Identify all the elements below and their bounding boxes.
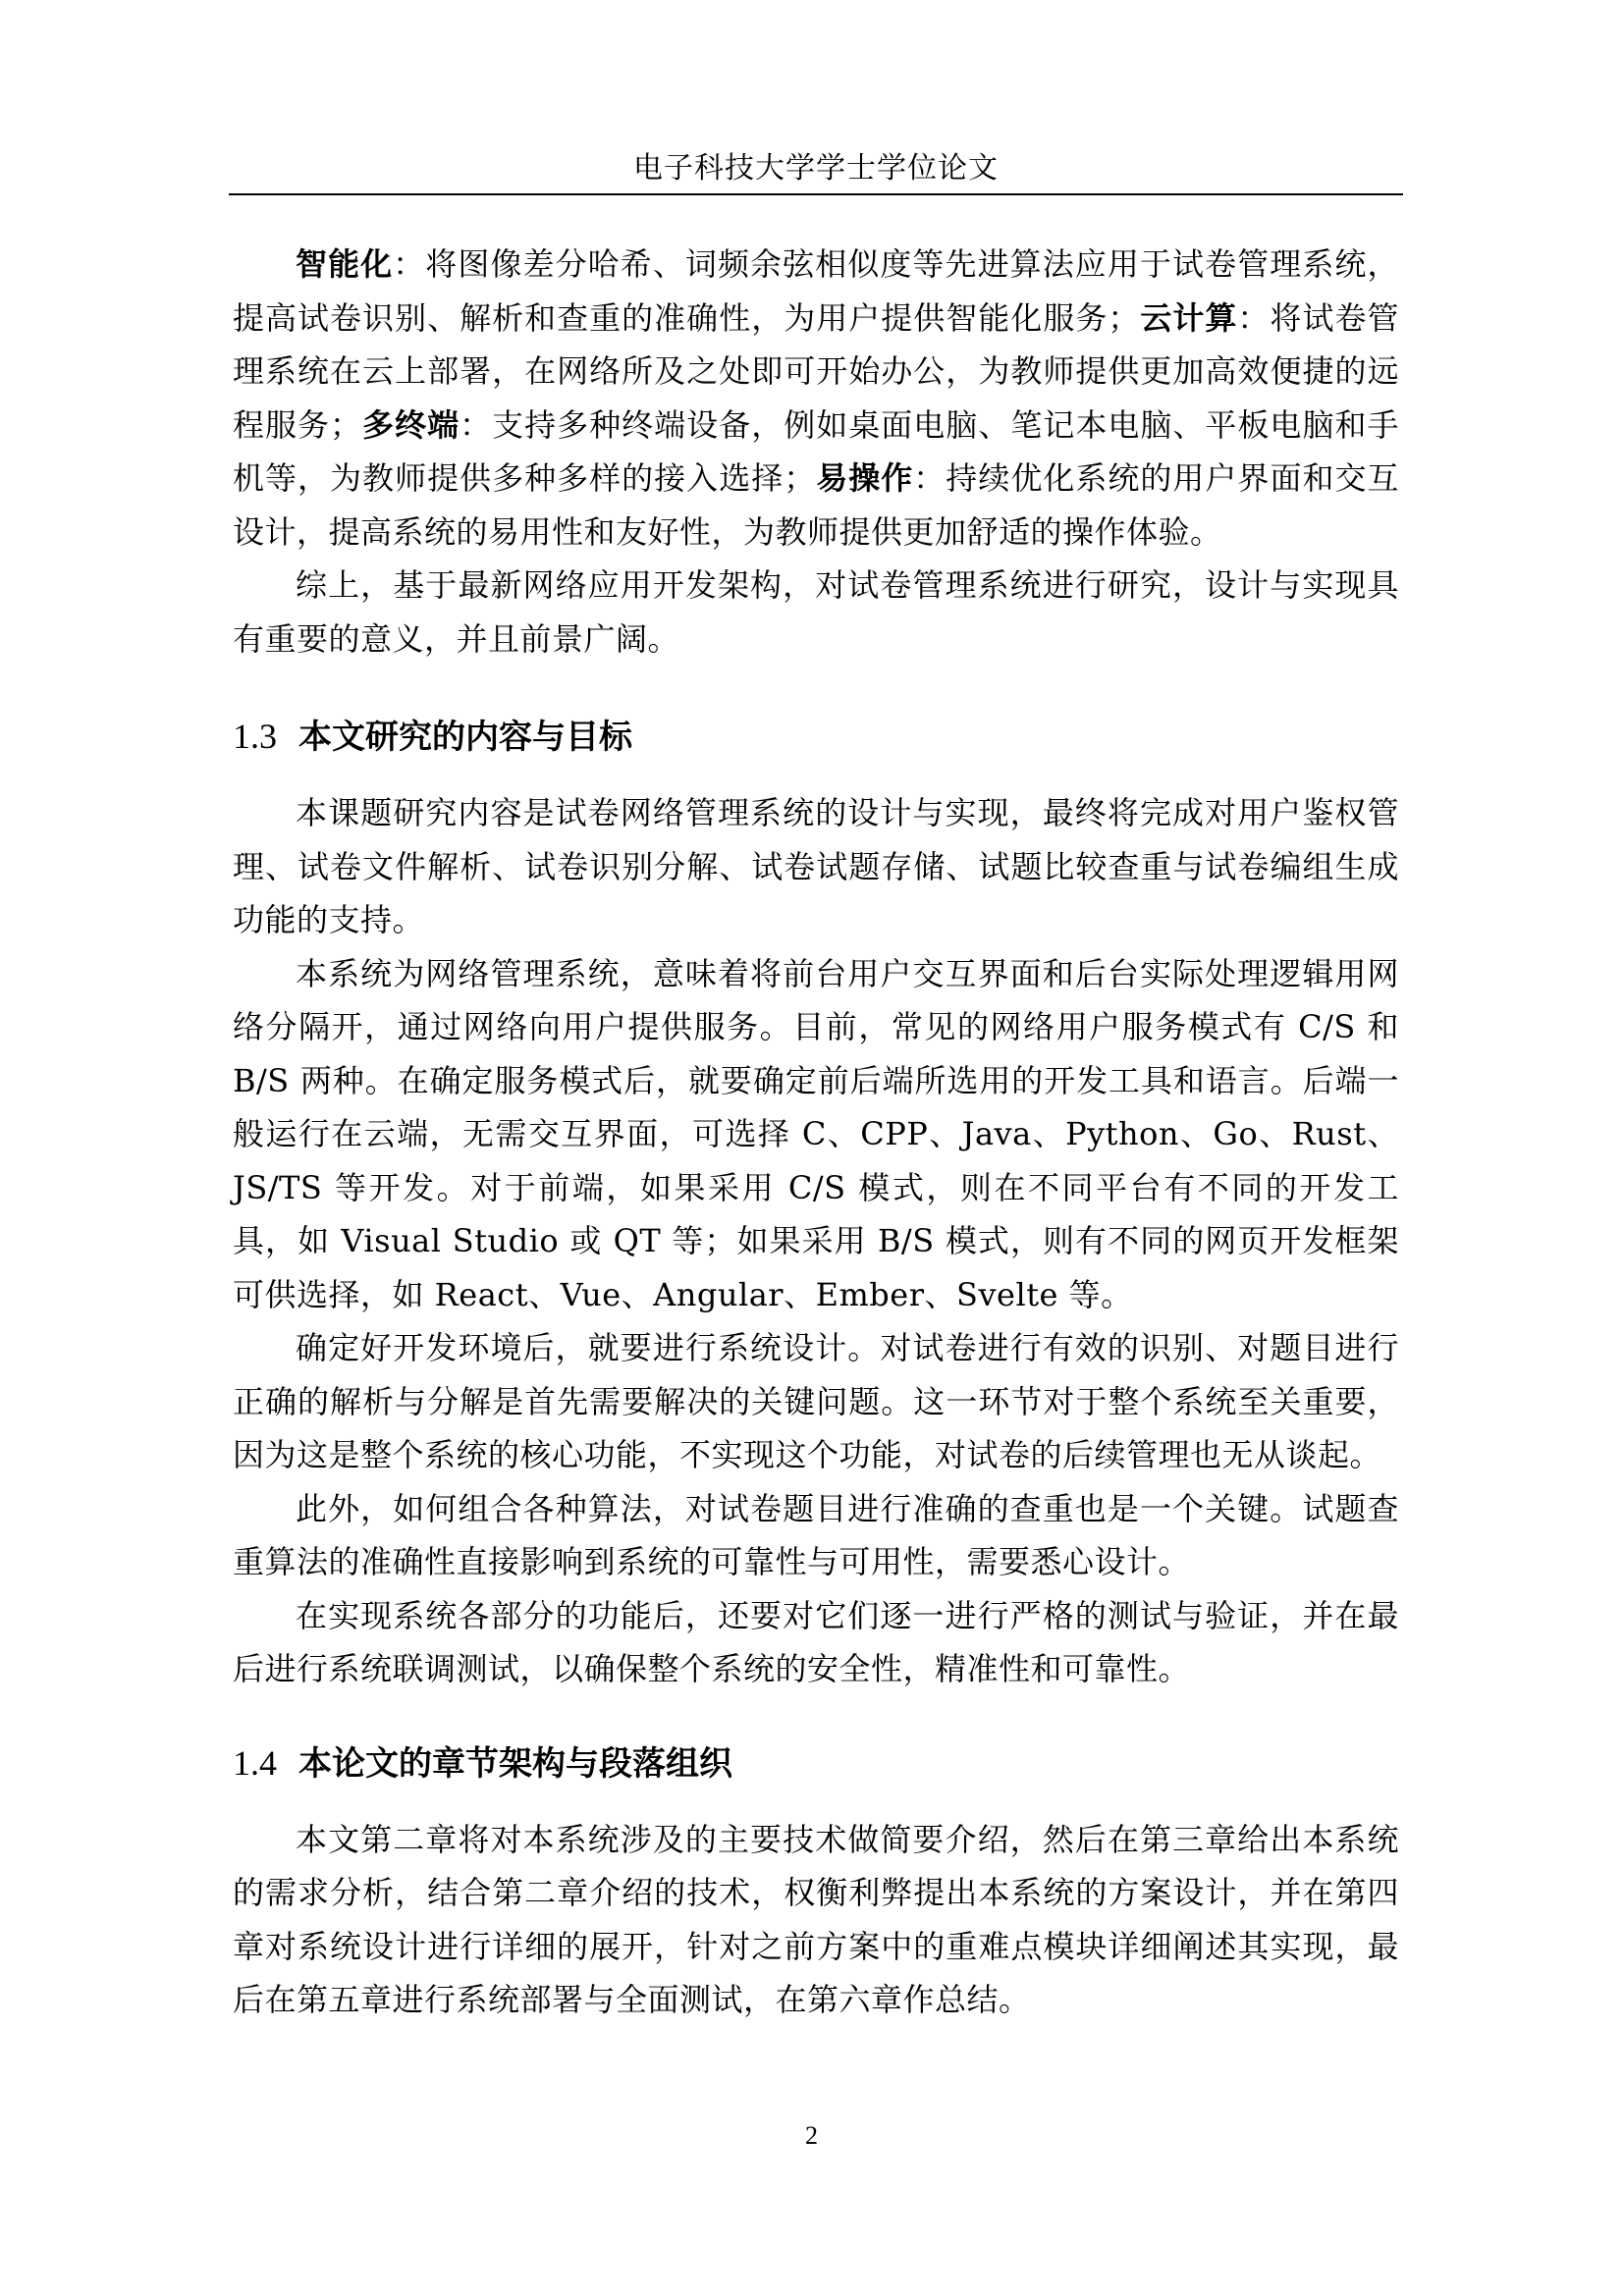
intro-paragraph-summary: 综上，基于最新网络应用开发架构，对试卷管理系统进行研究，设计与实现具有重要的意义，并且前景广阔。	[233, 566, 1399, 658]
section-title: 本文研究的内容与目标	[298, 718, 632, 757]
section-1-3-paragraph-3: 确定好开发环境后，就要进行系统设计。对试卷进行有效的识别、对题目进行正确的解析与分解是首先需要解决的关键问题。这一环节对于整个系统至关重要，因为这是整个系统的核心功能，不实现这个功能，对试卷的后续管理也无从谈起。	[233, 1329, 1399, 1473]
intro-paragraph-features	[233, 238, 1399, 559]
section-1-3-paragraph-4: 此外，如何组合各种算法，对试卷题目进行准确的查重也是一个关键。试题查重算法的准确性直接影响到系统的可靠性与可用性，需要悉心设计。	[233, 1489, 1399, 1580]
section-heading-1-3	[233, 713, 1399, 761]
text-smart: ：将图像差分哈希、词频余弦相似度等先进算法应用于试卷管理系统，提高试卷识别、解析和查重的准确性，为用户提供智能化服务；	[233, 245, 1399, 337]
page-number: 2	[805, 2121, 818, 2150]
keyword-easy-operation: 易操作	[815, 459, 914, 497]
running-header: 电子科技大学学士学位论文	[633, 151, 999, 186]
section-1-3-paragraph-2: 本系统为网络管理系统，意味着将前台用户交互界面和后台实际处理逻辑用网络分隔开，通过网络向用户提供服务。目前，常见的网络用户服务模式有 C/S 和 B/S 两种。在确定服务模式后，就要确定前后端所选用的开发工具和语言。后端一般运行在云端，无需交互界面，可选择 C、CPP、Java、Python、Go、Rust、JS/TS 等开发。对于前端，如果采用 C/S 模式，则在不同平台有不同的开发工具，如 Visual Studio 或 QT 等；如果采用 B/S 模式，则有不同的网页开发框架可供选择，如 React、Vue、Angular、Ember、Svelte 等。	[233, 954, 1399, 1313]
keyword-multi-terminal: 多终端	[361, 405, 460, 444]
text-cloud: ：将试卷管理系统在云上部署，在网络所及之处即可开始办公，为教师提供更加高效便捷的远程服务；	[233, 298, 1399, 444]
section-title: 本论文的章节架构与段落组织	[298, 1743, 732, 1784]
keyword-smart: 智能化	[296, 245, 394, 283]
section-number: 1.3	[233, 717, 277, 756]
section-heading-1-4	[233, 1739, 1399, 1788]
section-1-3-paragraph-5: 在实现系统各部分的功能后，还要对它们逐一进行严格的测试与验证，并在最后进行系统联调测试，以确保整个系统的安全性，精准性和可靠性。	[233, 1596, 1399, 1687]
section-1-3-paragraph-1: 本课题研究内容是试卷网络管理系统的设计与实现，最终将完成对用户鉴权管理、试卷文件解析、试卷识别分解、试卷试题存储、试题比较查重与试卷编组生成功能的支持。	[233, 794, 1399, 938]
section-1-4-paragraph-1: 本文第二章将对本系统涉及的主要技术做简要介绍，然后在第三章给出本系统的需求分析，结合第二章介绍的技术，权衡利弊提出本系统的方案设计，并在第四章对系统设计进行详细的展开，针对之前方案中的重难点模块详细阐述其实现，最后在第五章进行系统部署与全面测试，在第六章作总结。	[233, 1820, 1399, 2018]
text-multi-terminal: ：支持多种终端设备，例如桌面电脑、笔记本电脑、平板电脑和手机等，为教师提供多种多样的接入选择；	[233, 405, 1399, 497]
section-number: 1.4	[233, 1742, 277, 1783]
header-rule	[229, 193, 1403, 195]
page-body	[233, 238, 1399, 2027]
keyword-cloud: 云计算	[1139, 298, 1238, 337]
text-easy-operation: ：持续优化系统的用户界面和交互设计，提高系统的易用性和友好性，为教师提供更加舒适的操作体验。	[233, 459, 1399, 551]
